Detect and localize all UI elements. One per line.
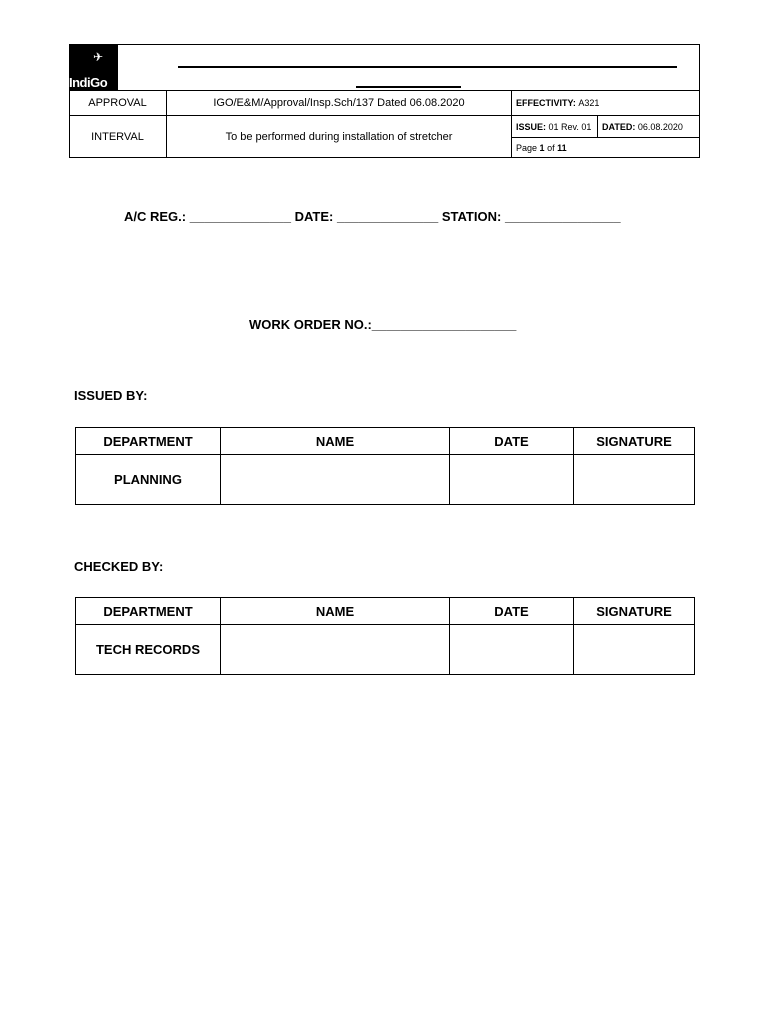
date-blank: ______________ [337, 209, 439, 224]
dated-field [598, 116, 704, 137]
checked-by-heading: CHECKED BY: [74, 559, 164, 574]
ac-reg-blank: ______________ [189, 209, 291, 224]
station-blank: ________________ [504, 209, 621, 224]
col-signature: SIGNATURE [574, 428, 695, 455]
interval-label: INTERVAL [91, 131, 144, 143]
department-tech-records: TECH RECORDS [76, 625, 221, 675]
station-label: STATION: [441, 209, 502, 224]
name-cell[interactable] [221, 625, 450, 675]
page-number: Page 1 of 11 [516, 143, 567, 153]
col-department: DEPARTMENT [76, 428, 221, 455]
issued-by-heading: ISSUED BY: [74, 388, 148, 403]
work-order-label: WORK ORDER NO.: [249, 317, 372, 332]
name-cell[interactable] [221, 455, 450, 505]
col-department: DEPARTMENT [76, 598, 221, 625]
col-name: NAME [221, 428, 450, 455]
ac-reg-label: A/C REG.: [124, 209, 187, 224]
checked-by-table [75, 597, 695, 675]
signature-cell[interactable] [574, 455, 695, 505]
issue-label: ISSUE: [516, 121, 547, 132]
issue-value: 01 Rev. 01 [548, 121, 592, 132]
col-name: NAME [221, 598, 450, 625]
department-planning: PLANNING [76, 455, 221, 505]
issued-by-table [75, 427, 695, 505]
work-order-blank: ____________________ [371, 317, 517, 332]
ac-reg-line [124, 209, 621, 224]
dated-label: DATED: [602, 121, 636, 132]
dated-value: 06.08.2020 [637, 121, 683, 132]
col-date: DATE [450, 428, 574, 455]
airplane-icon: ✈ [93, 50, 104, 64]
logo-text: IndiGo [69, 75, 108, 90]
signature-cell[interactable] [574, 625, 695, 675]
work-order-line [249, 317, 516, 332]
approval-label: APPROVAL [88, 97, 147, 109]
date-cell[interactable] [450, 455, 574, 505]
title-line [178, 66, 677, 68]
indigo-logo [69, 44, 118, 90]
interval-value: To be performed during installation of stretcher [225, 131, 453, 143]
col-date: DATE [450, 598, 574, 625]
effectivity-value: A321 [578, 98, 600, 108]
issue-field [512, 116, 601, 137]
col-signature: SIGNATURE [574, 598, 695, 625]
subtitle-line [356, 86, 461, 88]
date-label: DATE: [294, 209, 334, 224]
effectivity-field [512, 91, 704, 115]
date-cell[interactable] [450, 625, 574, 675]
effectivity-label: EFFECTIVITY: [516, 98, 576, 108]
approval-value: IGO/E&M/Approval/Insp.Sch/137 Dated 06.08.2020 [213, 97, 465, 109]
